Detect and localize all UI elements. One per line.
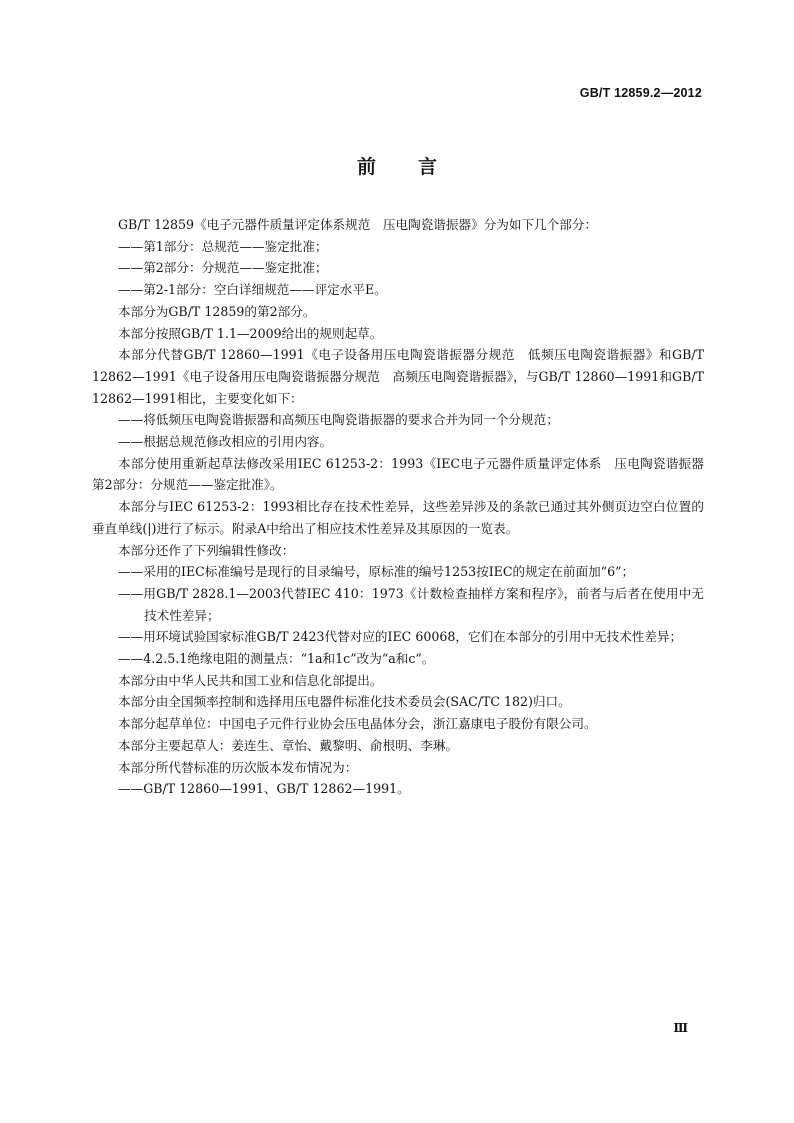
paragraph: 本部分还作了下列编辑性修改： xyxy=(118,542,295,558)
page-number: Ⅲ xyxy=(673,1021,688,1035)
paragraph: 本部分与IEC 61253-2：1993相比存在技术性差异，这些差异涉及的条款已通过其外侧页边空白位置的垂直单线(|)进行了标示。附录A中给出了相应技术性差异及其原因的一览表。 xyxy=(92,499,704,536)
paragraph: 本部分代替GB/T 12860—1991《电子设备用压电陶瓷谐振器分规范 低频压电陶瓷谐振器》和GB/T 12862—1991《电子设备用压电陶瓷谐振器分规范 高频压电陶瓷谐振器》，与GB/T 12860—1991和GB/T 12862—1991相比，主要变化如下： xyxy=(92,347,704,406)
list-item: ——用环境试验国家标准GB/T 2423代替对应的IEC 60068，它们在本部分的引用中无技术性差异； xyxy=(118,629,683,645)
paragraph: 本部分由中华人民共和国工业和信息化部提出。 xyxy=(118,672,383,688)
list-item: ——根据总规范修改相应的引用内容。 xyxy=(118,434,333,450)
foreword-body xyxy=(92,214,717,800)
paragraph: 本部分为GB/T 12859的第2部分。 xyxy=(118,303,316,319)
paragraph: 本部分按照GB/T 1.1—2009给出的规则起草。 xyxy=(118,325,383,341)
list-item: ——用GB/T 2828.1—2003代替IEC 410：1973《计数检查抽样方案和程序》，前者与后者在使用中无技术性差异； xyxy=(118,585,704,623)
standard-code: GB/T 12859.2—2012 xyxy=(579,86,702,100)
list-item: ——第2部分：分规范——鉴定批准； xyxy=(118,260,328,276)
list-item: ——GB/T 12860—1991、GB/T 12862—1991。 xyxy=(118,781,410,797)
paragraph: 本部分主要起草人：姜连生、章怡、戴黎明、俞根明、李琳。 xyxy=(118,737,459,753)
list-item: ——第2-1部分：空白详细规范——评定水平E。 xyxy=(118,282,387,298)
paragraph: 本部分起草单位：中国电子元件行业协会压电晶体分会，浙江嘉康电子股份有限公司。 xyxy=(118,716,597,732)
list-item: ——4.2.5.1绝缘电阻的测量点：“1a和1c”改为“a和c”。 xyxy=(118,651,435,667)
list-item: ——将低频压电陶瓷谐振器和高频压电陶瓷谐振器的要求合并为同一个分规范； xyxy=(118,412,559,428)
list-item: ——第1部分：总规范——鉴定批准； xyxy=(118,238,328,254)
paragraph: GB/T 12859《电子元器件质量评定体系规范 压电陶瓷谐振器》分为如下几个部分： xyxy=(118,217,598,232)
paragraph: 本部分所代替标准的历次版本发布情况为： xyxy=(118,759,358,775)
paragraph: 本部分由全国频率控制和选择用压电器件标准化技术委员会(SAC/TC 182)归口。 xyxy=(118,694,571,710)
list-item: ——采用的IEC标准编号是现行的目录编号，原标准的编号1253按IEC的规定在前面加“6”； xyxy=(118,564,635,580)
page-title: 前言 xyxy=(356,156,479,178)
paragraph: 本部分使用重新起草法修改采用IEC 61253-2：1993《IEC电子元器件质量评定体系 压电陶瓷谐振器 第2部分：分规范——鉴定批准》。 xyxy=(92,455,717,493)
